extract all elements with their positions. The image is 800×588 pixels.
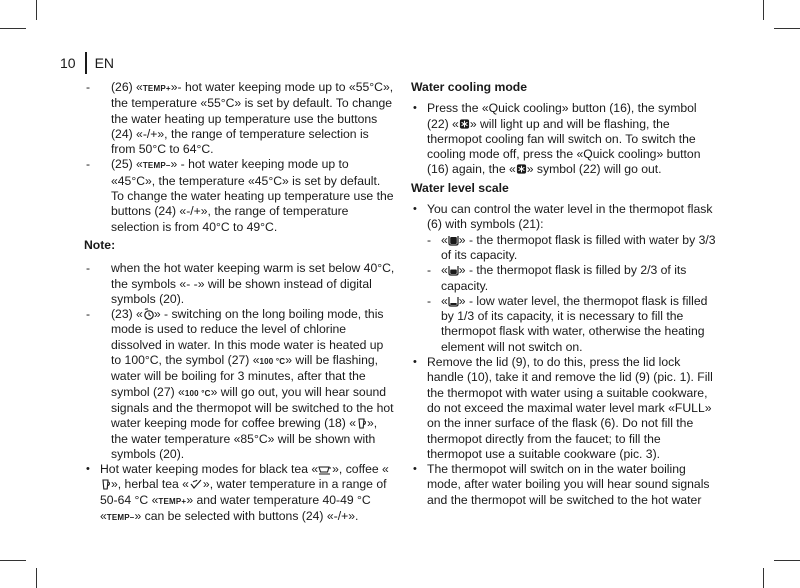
list-item: • Hot water keeping modes for black tea « », coffee «», herbal tea « », water temperature in a range of 50-64 °C «TEMP+» and water temperature 40-49 °C «TEMP–» can be selected with buttons (24) «-/+». [86,462,389,524]
temp-minus-label: TEMP– [106,513,135,523]
list-item: • Remove the lid (9), to do this, press the lid lock handle (10), take it and remove the lid (9) (pic. 1). Fill the thermopot with water using a suitable cookware, do not exceed the maximal water level mark «FULL» on the inner surface of the flask (6). Do not fill the thermopot directly from the faucet; to fill the thermopot use a suitable cookware (pic. 3). [413,355,713,461]
list-item: • Press the «Quick cooling» button (16), the symbol (22) « » will light up and will be flashing, the thermopot cooling fan will switch on. To switch the cooling mode off, press the «Quick cooling» button (16) again, the « » symbol (22) will go out. [413,101,701,177]
list-item: - when the hot water keeping warm is set below 40°C, the symbols «- -» will be shown instead of digital symbols (20). [86,261,395,306]
language-label: EN [94,55,115,71]
crop-mark [36,568,37,588]
level-low-icon [448,295,459,307]
boil-temp-label: 100 °C [184,388,211,398]
crop-mark [0,560,26,561]
temp-plus-label: TEMP+ [158,496,187,506]
level-full-icon [448,234,459,246]
crop-mark [774,28,800,29]
list-item: - (26) «TEMP+»- hot water keeping mode up to «55°C», the temperature «55°C» is set by default. To change the water heating up temperature use the buttons (24) «-/+», the range of temperature selection is from 50°C to 64°C. [86,80,394,157]
right-column [411,80,716,508]
snowflake-icon [459,118,470,130]
note-heading: Note: [84,237,116,252]
crop-mark [774,560,800,561]
left-column [84,80,396,525]
cooling-heading: Water cooling mode [411,80,528,94]
herbal-tea-icon [189,478,203,490]
temp-minus-label: TEMP– [142,161,171,171]
long-boil-icon [143,308,154,320]
level-heading: Water level scale [411,180,509,195]
crop-mark [0,28,26,29]
coffee-pot-icon [356,417,367,429]
list-item: - (25) «TEMP–» - hot water keeping mode up to «45°C», the temperature «45°C» is set by default. To change the water heating up temperature use the buttons (24) «-/+», the range of temperature selection is from 40°C to 49°C. [86,157,394,234]
crop-mark [763,568,764,588]
list-item: • The thermopot will switch on in the water boiling mode, after water boiling you will hear sound signals and the thermopot will be switched to the hot water [413,462,710,507]
boil-temp-label: 100 °C [259,357,286,367]
list-item: - « » - the thermopot flask is filled by 2/3 of its capacity. [427,263,687,293]
coffee-icon [100,478,111,490]
page-header [60,52,114,74]
header-divider [85,52,87,74]
black-tea-icon [318,463,332,475]
snowflake-icon [516,163,527,175]
list-item: - (23) « » - switching on the long boiling mode, this mode is used to reduce the level of chlorine dissolved in water. In this mode water is heated up to 100°C, the symbol (27) «100 °C» will be flashing, water will be boiling for 3 minutes, after that the symbol (27) «100 °C» will go out, you will hear sound signals and the thermopot will be switched to the hot water keeping mode for coffee brewing (18) « », the water temperature «85°C» will be shown with symbols (20). [86,307,394,461]
list-item: • You can control the water level in the thermopot flask (6) with symbols (21): [413,202,713,232]
level-two-thirds-icon [448,264,459,276]
list-item: - « » - the thermopot flask is filled with water by 3/3 of its capacity. [427,232,716,262]
crop-mark [36,0,37,20]
page-number: 10 [60,55,76,71]
list-item: - « » - low water level, the thermopot flask is filled by 1/3 of its capacity, it is necessary to fill the thermopot flask with water, otherwise the heating element will not switch on. [427,293,708,354]
crop-mark [763,0,764,20]
temp-plus-label: TEMP+ [142,84,171,93]
